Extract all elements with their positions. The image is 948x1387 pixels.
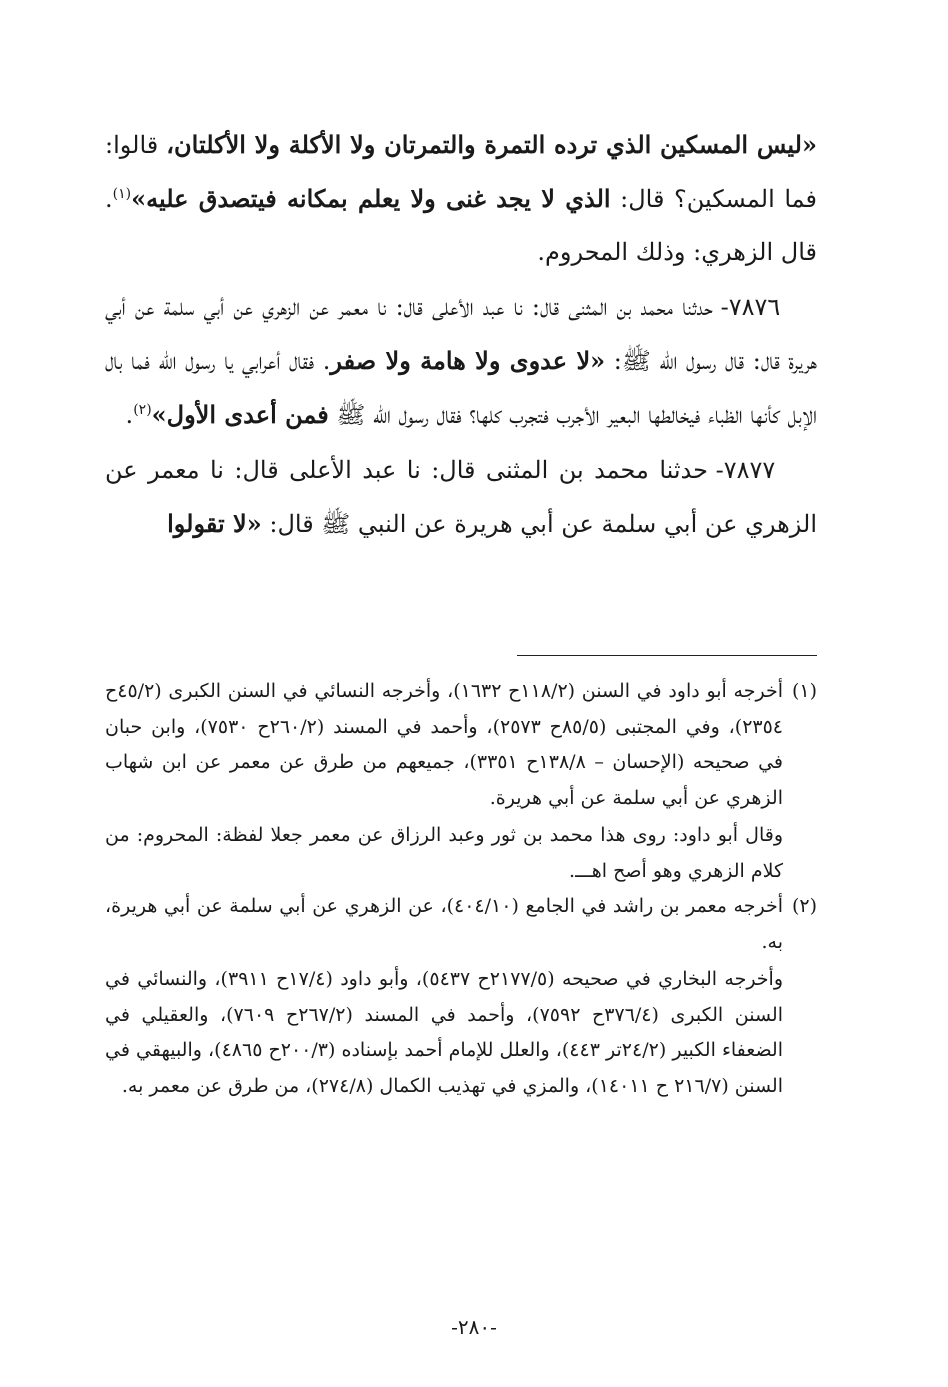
hadith-paragraph-7876 <box>105 281 817 442</box>
hadith-text: . <box>125 401 134 429</box>
footnote-1 <box>105 674 817 889</box>
footnote-paragraph: وقال أبو داود: روى هذا محمد بن ثور وعبد الرزاق عن معمر جعلا لفظة: المحروم: من كلام الزهري وهو أصح اهـــ. <box>105 824 783 882</box>
footnote-paragraph: أخرجه أبو داود في السنن (١١٨/٢ح ١٦٣٢)، وأخرجه النسائي في السنن الكبرى (٤٥/٢ح ٢٣٥٤)، وفي المجتبى (٨٥/٥ح ٢٥٧٣)، وأحمد في المسند (٢٦٠/٢ح ٧٥٣٠)، وابن حبان في صحيحه (الإحسان – ١٣٨/٨ح ٣٣٥١)، جميعهم من طرق عن معمر عن ابن شهاب الزهري عن أبي سلمة عن أبي هريرة. <box>105 680 784 809</box>
footnote-body <box>105 674 783 889</box>
hadith-paragraph-1 <box>105 118 817 279</box>
hadith-text: . قال الزهري: وذلك المحروم. <box>105 185 817 266</box>
hadith-matn-bold: «لا تقولوا <box>167 509 262 538</box>
page-number: -٢٨٠- <box>451 1315 497 1339</box>
footnote-2 <box>105 889 817 1104</box>
hadith-text: . فقال أعرابي يا رسول الله فما بال الإبل كأنها الظباء فيخالطها البعير الأجرب فتجرب كلها؟ فقال رسول الله ﷺ <box>105 347 817 429</box>
footnote-paragraph: وأخرجه البخاري في صحيحه (٢١٧٧/٥ح ٥٤٣٧)، وأبو داود (١٧/٤ح ٣٩١١)، والنسائي في السنن الكبرى (٣٧٦/٤ح ٧٥٩٢)، وأحمد في المسند (٢٦٧/٢ح ٧٦٠٩)، والعقيلي في الضعفاء الكبير (٢٤/٢تر ٤٤٣)، والعلل للإمام أحمد بإسناده (٢٠٠/٣ح ٤٨٦٥)، والبيهقي في السنن (٢١٦/٧ ح ١٤٠١١)، والمزي في تهذيب الكمال (٢٧٤/٨)، من طرق عن معمر به. <box>105 968 784 1097</box>
hadith-isnad: ٧٨٧٧- حدثنا محمد بن المثنى قال: نا عبد الأعلى قال: نا معمر عن الزهري عن أبي سلمة عن أبي هريرة عن النبي ﷺ قال: <box>105 456 817 538</box>
hadith-matn-bold: الذي لا يجد غنى ولا يعلم بمكانه فيتصدق عليه» <box>131 184 611 213</box>
footnote-number: (١) <box>791 680 817 702</box>
footnote-ref-1[interactable]: (١) <box>112 186 132 202</box>
footnote-paragraph: أخرجه معمر بن راشد في الجامع (٤٠٤/١٠)، عن الزهري عن أبي سلمة عن أبي هريرة، به. <box>105 895 783 953</box>
hadith-matn-bold: فمن أعدى الأول» <box>151 400 329 429</box>
hadith-paragraph-7877 <box>105 444 817 551</box>
footnote-body <box>105 889 783 1104</box>
footnotes <box>105 674 817 1104</box>
footnote-ref-2[interactable]: (٢) <box>133 402 152 418</box>
hadith-isnad: ٧٨٧٦- حدثنا محمد بن المثنى قال: نا عبد الأعلى قال: نا معمر عن الزهري عن أبي سلمة عن أبي هريرة قال: قال رسول الله ﷺ: <box>105 293 818 375</box>
main-text <box>105 118 817 551</box>
footnote-separator <box>517 655 817 656</box>
hadith-matn-bold: «ليس المسكين الذي ترده التمرة والتمرتان ولا الأكلة ولا الأكلتان، <box>166 130 817 159</box>
footnote-number: (٢) <box>791 895 817 917</box>
hadith-matn-bold: «لا عدوى ولا هامة ولا صفر <box>330 346 606 375</box>
hadith-text: قالوا: فما المسكين؟ قال: <box>105 131 817 213</box>
